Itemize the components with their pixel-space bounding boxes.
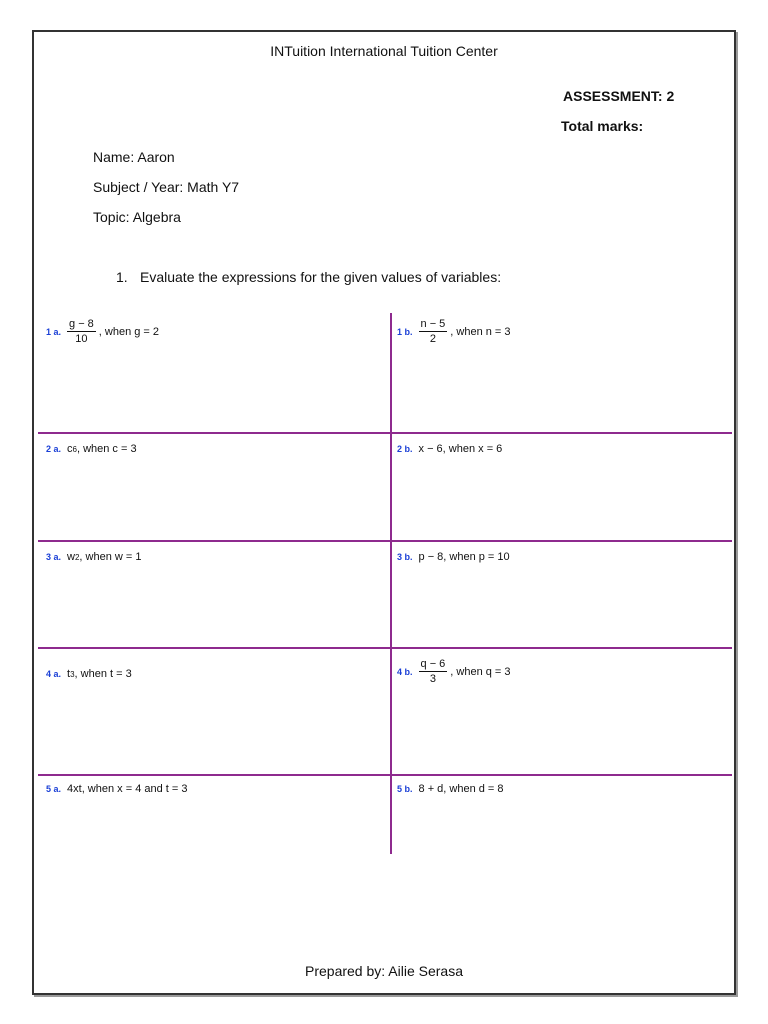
problem-label: 2 a. xyxy=(46,444,62,454)
total-marks: Total marks: xyxy=(561,118,644,134)
question-text: Evaluate the expressions for the given values of variables: xyxy=(140,269,502,285)
problem-expression: 4xt, when x = 4 and t = 3 xyxy=(67,783,188,795)
power-base: t xyxy=(67,668,71,680)
page-border xyxy=(32,30,736,995)
fraction-denominator: 3 xyxy=(429,673,436,685)
problem-label: 4 b. xyxy=(397,666,413,677)
problem-1b xyxy=(397,318,511,345)
power-exponent: 3 xyxy=(70,669,75,679)
power-base: c xyxy=(67,443,73,455)
question-number: 1. xyxy=(116,269,128,285)
problem-expression: p − 8, when p = 10 xyxy=(418,551,510,563)
problem-condition: , when w = 1 xyxy=(79,551,142,563)
grid-divider-row-2 xyxy=(38,540,732,542)
grid-divider-row-4 xyxy=(38,774,732,776)
student-name: Name: Aaron xyxy=(93,149,175,165)
subject-year: Subject / Year: Math Y7 xyxy=(93,179,240,195)
problem-condition: , when t = 3 xyxy=(74,668,132,680)
assessment-number: ASSESSMENT: 2 xyxy=(563,88,675,104)
problem-label: 1 a. xyxy=(46,326,62,337)
problem-5b xyxy=(397,783,504,795)
problem-1a xyxy=(46,318,159,345)
fraction xyxy=(419,658,448,685)
grid-divider-row-3 xyxy=(38,647,732,649)
problem-5a xyxy=(46,783,187,795)
power-exponent: 2 xyxy=(74,552,80,562)
problem-label: 5 a. xyxy=(46,784,62,794)
problem-expression: x − 6, when x = 6 xyxy=(418,443,503,455)
problem-4b xyxy=(397,658,511,685)
problem-label: 5 b. xyxy=(397,784,413,794)
prepared-by: Prepared by: Ailie Serasa xyxy=(305,963,463,979)
problem-3a xyxy=(46,551,142,563)
problem-2b xyxy=(397,443,502,455)
fraction xyxy=(67,318,96,345)
problem-2a xyxy=(46,443,137,455)
problem-expression: 8 + d, when d = 8 xyxy=(418,783,504,795)
problem-label: 3 b. xyxy=(397,552,413,562)
problem-condition: , when n = 3 xyxy=(450,325,511,338)
problem-label: 4 a. xyxy=(46,669,62,679)
problem-condition: , when g = 2 xyxy=(98,325,160,338)
power-exponent: 6 xyxy=(72,444,77,454)
fraction-denominator: 10 xyxy=(75,333,88,345)
problem-label: 3 a. xyxy=(46,552,62,562)
problem-4a xyxy=(46,668,132,680)
fraction xyxy=(419,318,448,345)
problem-3b xyxy=(397,551,510,563)
center-name: INTuition International Tuition Center xyxy=(270,43,498,59)
problem-condition: , when q = 3 xyxy=(450,665,511,678)
problem-condition: , when c = 3 xyxy=(76,443,137,455)
question-instruction xyxy=(116,269,501,285)
grid-divider-vertical xyxy=(390,313,392,854)
grid-divider-row-1 xyxy=(38,432,732,434)
fraction-numerator: g − 8 xyxy=(69,318,94,330)
fraction-numerator: n − 5 xyxy=(420,318,446,330)
fraction-denominator: 2 xyxy=(429,333,436,345)
fraction-numerator: q − 6 xyxy=(420,658,446,670)
problem-label: 2 b. xyxy=(397,444,413,454)
power-base: w xyxy=(67,551,75,563)
topic: Topic: Algebra xyxy=(93,209,181,225)
problem-label: 1 b. xyxy=(397,326,413,337)
